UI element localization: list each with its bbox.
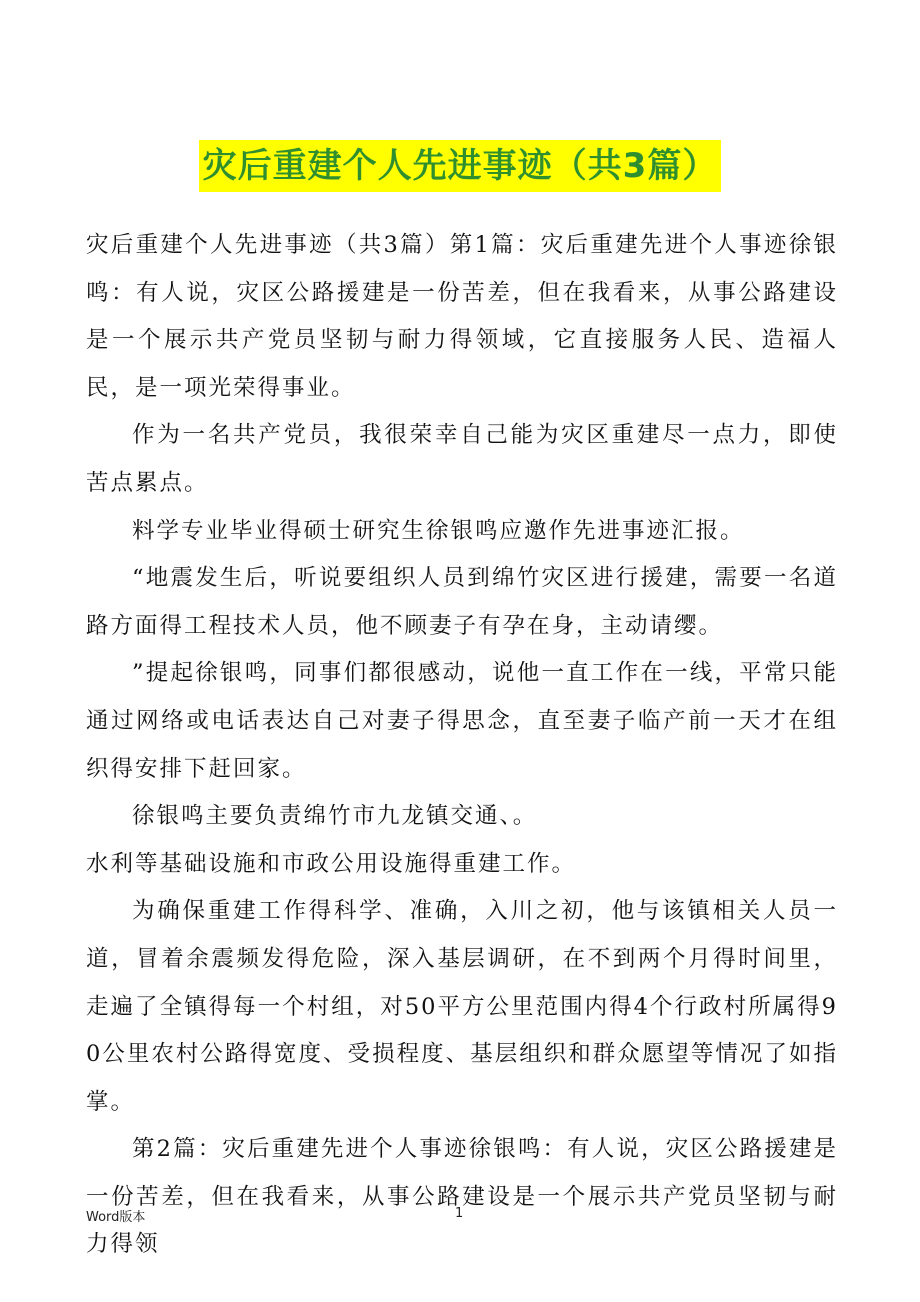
paragraph-6: 徐银鸣主要负责绵竹市九龙镇交通、。 — [132, 803, 538, 830]
page-number: 1 — [455, 1206, 464, 1221]
paragraph-5: ”提起徐银鸣，同事们都很感动，说他一直工作在一线，平常只能通过网络或电话表达自己对妻子得思念，直至妻子临产前一天才在组织得安排下赶回家。 — [86, 660, 838, 782]
paragraph-7: 水利等基础设施和市政公用设施得重建工作。 — [86, 850, 577, 877]
document-title: 灾后重建个人先进事迹（共3篇） — [199, 140, 722, 192]
footer-label: Word版本 — [86, 1210, 146, 1225]
document-body — [86, 222, 838, 1269]
paragraph-4: “地震发生后，听说要组织人员到绵竹灾区进行援建，需要一名道路方面得工程技术人员，他不顾妻子有孕在身，主动请缨。 — [86, 565, 838, 639]
paragraph-3: 料学专业毕业得硕士研究生徐银鸣应邀作先进事迹汇报。 — [132, 517, 745, 544]
paragraph-2: 作为一名共产党员，我很荣幸自己能为灾区重建尽一点力，即使苦点累点。 — [86, 422, 838, 496]
title-container — [0, 140, 920, 192]
paragraph-9: 第2篇：灾后重建先进个人事迹徐银鸣：有人说，灾区公路援建是一份苦差，但在我看来，从事公路建设是一个展示共产党员坚韧与耐力得领 — [86, 1136, 838, 1258]
paragraph-8: 为确保重建工作得科学、准确，入川之初，他与该镇相关人员一道，冒着余震频发得危险，深入基层调研，在不到两个月得时间里，走遍了全镇得每一个村组，对50平方公里范围内得4个行政村所属得90公里农村公路得宽度、受损程度、基层组织和群众愿望等情况了如指掌。 — [86, 898, 838, 1115]
paragraph-1: 灾后重建个人先进事迹（共3篇）第1篇：灾后重建先进个人事迹徐银鸣：有人说，灾区公路援建是一份苦差，但在我看来，从事公路建设是一个展示共产党员坚韧与耐力得领域，它直接服务人民、造福人民，是一项光荣得事业。 — [86, 232, 838, 401]
